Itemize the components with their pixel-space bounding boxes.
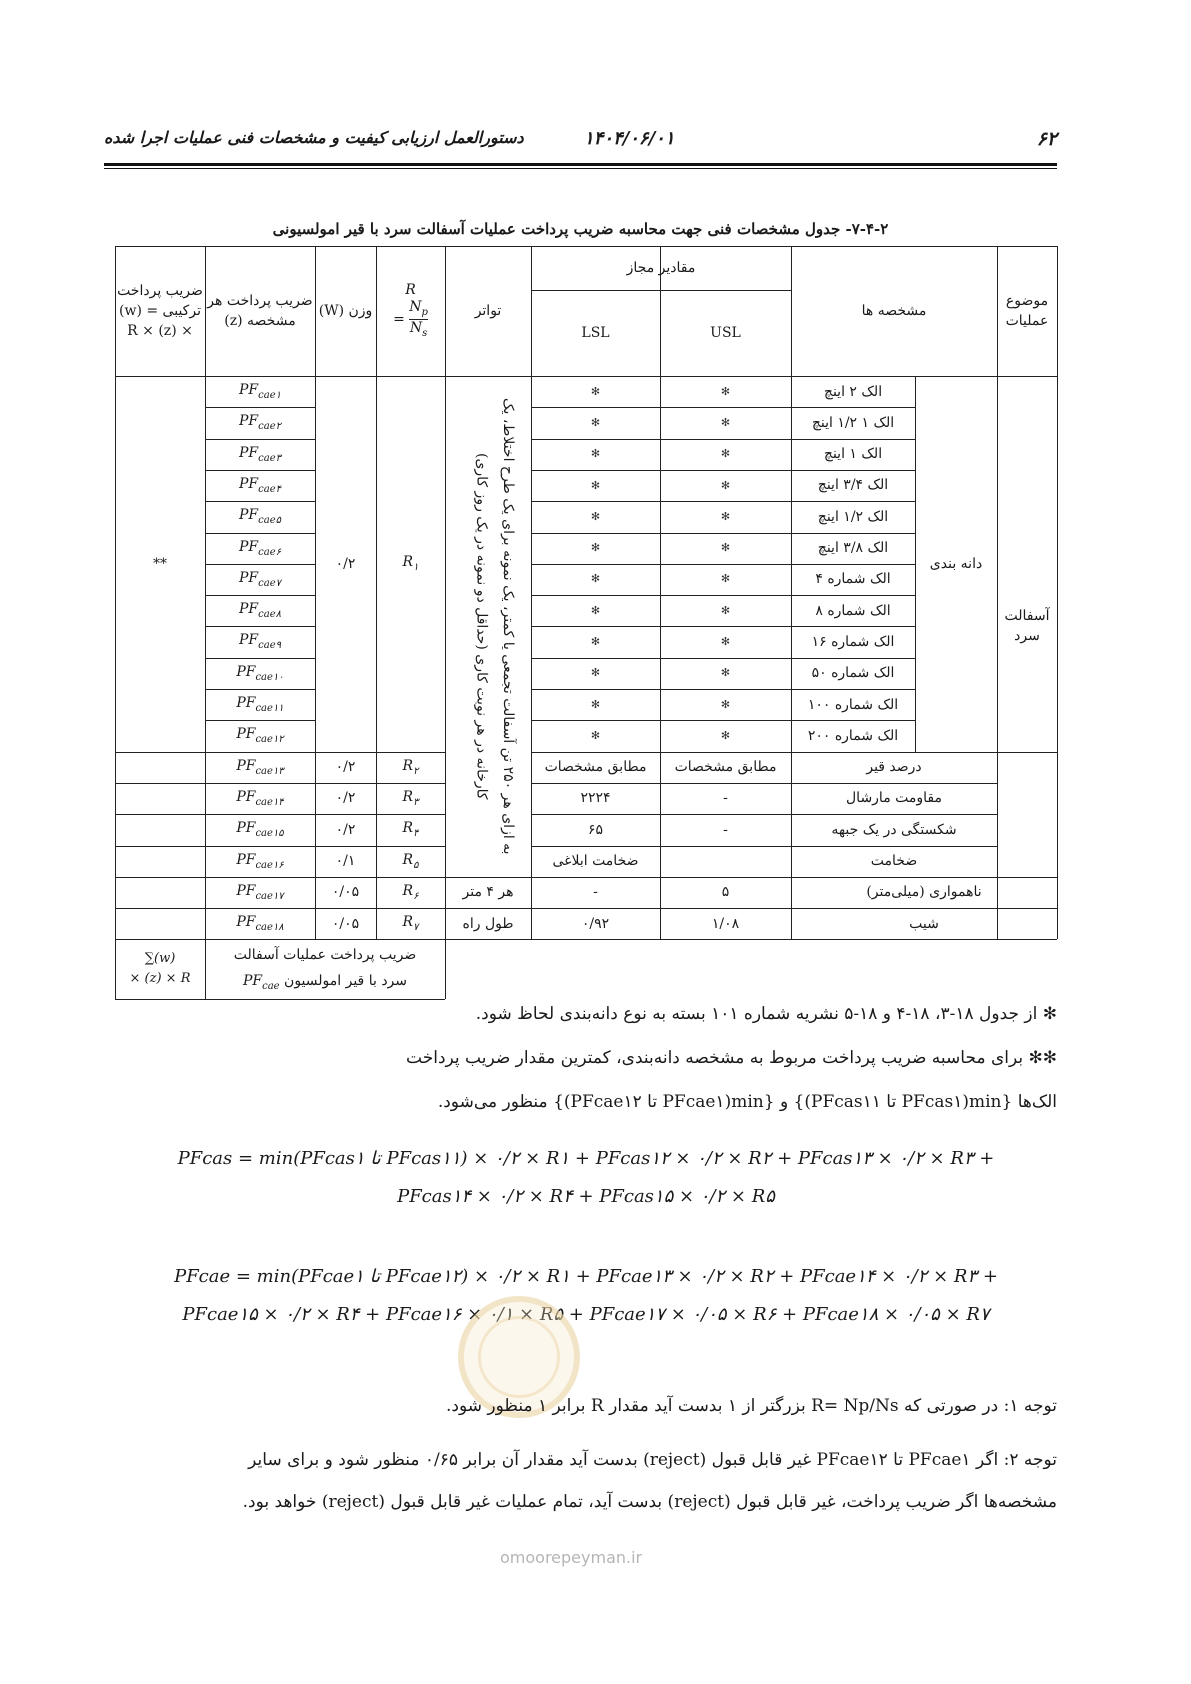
operation-name: آسفالت سرد bbox=[1004, 608, 1050, 645]
gradation-spec: الک شماره ۱۰۰ bbox=[807, 696, 899, 713]
header-allowed: مقادیر مجاز bbox=[626, 259, 696, 276]
gradation-pf: $PF_{cae۳}$ bbox=[239, 444, 281, 464]
spec-row-r: $R_۵$ bbox=[402, 851, 419, 871]
total-label-line2: سرد با قیر امولسیون bbox=[284, 972, 408, 989]
spec-row-lsl: ۰/۹۲ bbox=[581, 915, 610, 932]
gradation-spec: الک شماره ۲۰۰ bbox=[807, 727, 899, 744]
gradation-spec: الک شماره ۸ bbox=[815, 602, 891, 619]
spec-row-lsl: - bbox=[593, 884, 598, 901]
total-formula bbox=[115, 939, 205, 999]
header-frequency: تواتر bbox=[474, 302, 502, 319]
header-usl: USL bbox=[710, 324, 741, 341]
page-number: ۶۲ bbox=[1036, 128, 1057, 150]
gradation-spec: الک ۱ ۱/۲ اینچ bbox=[811, 414, 895, 431]
gradation-lsl: ✻ bbox=[590, 666, 601, 680]
gradation-lsl: ✻ bbox=[590, 635, 601, 649]
gradation-lsl: ✻ bbox=[590, 728, 601, 742]
gradation-pf: $PF_{cae۶}$ bbox=[239, 538, 281, 558]
spec-row-frequency: طول راه bbox=[462, 915, 514, 932]
gradation-usl: ✻ bbox=[720, 728, 731, 742]
gradation-usl: ✻ bbox=[720, 447, 731, 461]
gradation-lsl: ✻ bbox=[590, 541, 601, 555]
header-rule-thick bbox=[104, 163, 1057, 166]
spec-row-pf: $PF_{cae۱۵}$ bbox=[236, 820, 284, 839]
spec-table bbox=[115, 246, 1057, 996]
spec-row-weight: ۰/۲ bbox=[335, 821, 356, 838]
spec-row-r: $R_۴$ bbox=[402, 820, 419, 839]
header-operation: موضوع عملیات bbox=[1005, 292, 1049, 329]
gradation-lsl: ✻ bbox=[590, 447, 601, 461]
spec-row-usl: مطابق مشخصات bbox=[674, 759, 777, 776]
spec-row-name: ضخامت bbox=[870, 853, 918, 869]
spec-row-weight: ۰/۰۵ bbox=[331, 884, 360, 901]
spec-row-lsl: ۶۵ bbox=[587, 821, 604, 838]
gradation-lsl: ✻ bbox=[590, 603, 601, 617]
total-formula-line2: × (z) × R bbox=[129, 971, 191, 987]
gradation-spec: الک ۳/۸ اینچ bbox=[817, 540, 889, 556]
spec-row-weight: ۰/۲ bbox=[335, 790, 356, 807]
gradation-usl: ✻ bbox=[720, 478, 731, 492]
header-weight: وزن (W) bbox=[318, 302, 373, 319]
gradation-spec: الک ۱/۲ اینچ bbox=[817, 508, 889, 525]
gradation-spec: الک ۱ اینچ bbox=[823, 446, 883, 463]
spec-row-frequency: هر ۴ متر bbox=[462, 884, 514, 901]
header-lsl: LSL bbox=[581, 324, 610, 341]
gradation-spec: الک شماره ۴ bbox=[815, 571, 891, 588]
spec-row-name: شکستگی در یک جبهه bbox=[831, 821, 957, 838]
formula-cae-line2: PFcae۱۵ × ۰/۲ × R۴ + PFcae۱۶ × ۰/۱ × R۵ + PFcae۱۷ × ۰/۰۵ × R۶ + PFcae۱۸ × ۰/۰۵ × R۷ bbox=[182, 1304, 990, 1325]
spec-row-pf: $PF_{cae۱۶}$ bbox=[236, 851, 284, 871]
gradation-lsl: ✻ bbox=[590, 478, 601, 492]
note-double-star-line2: الک‌ها {min(PFcas۱ تا PFcas۱۱)} و {min(PFcae۱ تا PFcae۱۲)} منظور می‌شود. bbox=[437, 1092, 1057, 1112]
gradation-spec: الک شماره ۵۰ bbox=[811, 665, 895, 682]
spec-row-r: $R_۲$ bbox=[402, 757, 419, 777]
gradation-pf: $PF_{cae۲}$ bbox=[239, 413, 281, 433]
gradation-lsl: ✻ bbox=[590, 384, 601, 398]
note-2-line2: مشخصه‌ها اگر ضریب پرداخت، غیر قابل قبول (reject) بدست آید، تمام عملیات غیر قابل قبول (reject) خواهد بود. bbox=[242, 1492, 1057, 1512]
header-specs: مشخصه ها bbox=[861, 302, 927, 319]
watermark-site: omoorepeyman.ir bbox=[500, 1548, 643, 1567]
gradation-pf: $PF_{cae۱۰}$ bbox=[236, 663, 284, 683]
gradation-pf: $PF_{cae۸}$ bbox=[239, 601, 281, 620]
gradation-usl: ✻ bbox=[720, 697, 731, 711]
gradation-pf: $PF_{cae۹}$ bbox=[239, 632, 281, 652]
note-double-star-line1: ✻✻ برای محاسبه ضریب پرداخت مربوط به مشخصه دانه‌بندی، کمترین مقدار ضریب پرداخت bbox=[406, 1048, 1057, 1068]
spec-row-pf: $PF_{cae۱۴}$ bbox=[236, 788, 284, 808]
gradation-group-label: دانه بندی bbox=[929, 555, 983, 572]
spec-row-lsl: ضخامت ابلاغی bbox=[552, 853, 639, 869]
note-star: ✻ از جدول ۱۸-۳، ۱۸-۴ و ۱۸-۵ نشریه شماره ۱۰۱ بسته به نوع دانه‌بندی لحاظ شود. bbox=[475, 1004, 1057, 1024]
gradation-usl: ✻ bbox=[720, 603, 731, 617]
spec-row-pf: $PF_{cae۱۸}$ bbox=[236, 914, 284, 933]
gradation-spec: الک ۲ اینچ bbox=[823, 383, 883, 400]
spec-row-pf: $PF_{cae۱۷}$ bbox=[236, 882, 284, 902]
gradation-usl: ✻ bbox=[720, 509, 731, 523]
spec-row-weight: ۰/۰۵ bbox=[331, 915, 360, 932]
gradation-pf: $PF_{cae۴}$ bbox=[239, 475, 281, 495]
gradation-usl: ✻ bbox=[720, 384, 731, 398]
spec-row-r: $R_۳$ bbox=[402, 788, 419, 808]
gradation-combined: ** bbox=[153, 555, 167, 572]
table-col-rule bbox=[1057, 246, 1058, 939]
spec-row-pf: $PF_{cae۱۳}$ bbox=[236, 757, 284, 777]
gradation-pf: $PF_{cae۱}$ bbox=[239, 382, 281, 401]
spec-row-r: $R_۶$ bbox=[402, 882, 419, 902]
header-rule-thin bbox=[104, 168, 1057, 169]
gradation-pf: $PF_{cae۵}$ bbox=[239, 507, 281, 526]
page-header bbox=[104, 128, 1057, 158]
gradation-spec: الک شماره ۱۶ bbox=[811, 633, 895, 650]
gradation-usl: ✻ bbox=[720, 666, 731, 680]
gradation-pf: $PF_{cae۱۱}$ bbox=[236, 695, 284, 714]
gradation-pf: $PF_{cae۷}$ bbox=[239, 569, 281, 589]
header-ratio: R = $\frac{N_p}{N_s}$ bbox=[393, 282, 428, 339]
table-title: ۷-۴-۲- جدول مشخصات فنی جهت محاسبه ضریب پرداخت عملیات آسفالت سرد با قیر امولسیونی bbox=[272, 220, 889, 238]
gradation-spec: الک ۳/۴ اینچ bbox=[817, 477, 889, 494]
gradation-lsl: ✻ bbox=[590, 697, 601, 711]
gradation-usl: ✻ bbox=[720, 415, 731, 429]
gradation-r: $R_۱$ bbox=[402, 554, 419, 573]
gradation-usl: ✻ bbox=[720, 541, 731, 555]
gradation-lsl: ✻ bbox=[590, 509, 601, 523]
formula-cas-line2: PFcas۱۴ × ۰/۲ × R۴ + PFcas۱۵ × ۰/۲ × R۵ bbox=[397, 1186, 775, 1207]
header-title: دستورالعمل ارزیابی کیفیت و مشخصات فنی عملیات اجرا شده bbox=[104, 128, 524, 147]
total-box-bottom bbox=[115, 999, 445, 1000]
header-combined: ضریب پرداخت ترکیبی = (w) × (z) × R bbox=[117, 282, 203, 340]
gradation-usl: ✻ bbox=[720, 635, 731, 649]
spec-row-weight: ۰/۲ bbox=[335, 759, 356, 776]
spec-row-lsl: مطابق مشخصات bbox=[544, 759, 647, 776]
gradation-usl: ✻ bbox=[720, 572, 731, 586]
formula-cas-line1: PFcas = min(PFcas۱ تا PFcas۱۱) × ۰/۲ × R۱ + PFcas۱۲ × ۰/۲ × R۲ + PFcas۱۳ × ۰/۲ × R۳ + bbox=[177, 1148, 995, 1169]
spec-row-name: شیب bbox=[909, 915, 939, 932]
note-2-line1: توجه ۲: اگر PFcae۱ تا PFcae۱۲ غیر قابل قبول (reject) بدست آید مقدار آن برابر ۰/۶۵ منظور شود و برای سایر bbox=[248, 1450, 1057, 1470]
header-factor: ضریب پرداخت هر مشخصه (z) bbox=[207, 292, 313, 329]
gradation-weight: ۰/۲ bbox=[335, 555, 356, 572]
total-label-line1: ضریب پرداخت عملیات آسفالت bbox=[233, 947, 417, 964]
spec-row-name: درصد قیر bbox=[866, 759, 922, 776]
spec-row-r: $R_۷$ bbox=[402, 914, 419, 933]
gradation-pf: $PF_{cae۱۲}$ bbox=[236, 726, 284, 746]
total-box-rule bbox=[445, 939, 446, 999]
total-label: ضریب پرداخت عملیات آسفالت سرد با قیر امولسیون $PF_{cae}$ bbox=[233, 947, 417, 992]
total-formula-line1: ∑(w) bbox=[144, 950, 176, 966]
spec-row-usl: - bbox=[723, 790, 728, 807]
spec-row-usl: - bbox=[723, 821, 728, 838]
spec-row-name: ناهمواری (میلی‌متر) bbox=[866, 884, 982, 901]
spec-row-weight: ۰/۱ bbox=[335, 853, 356, 869]
header-date: ۱۴۰۴/۰۶/۰۱ bbox=[584, 128, 675, 149]
spec-row-lsl: ۲۲۲۴ bbox=[580, 790, 611, 807]
gradation-lsl: ✻ bbox=[590, 572, 601, 586]
note-1: توجه ۱: در صورتی که R= Np/Ns بزرگتر از ۱ بدست آید مقدار R برابر ۱ منظور شود. bbox=[446, 1396, 1057, 1416]
spec-row-name: مقاومت مارشال bbox=[846, 790, 942, 807]
formula-cae-line1: PFcae = min(PFcae۱ تا PFcae۱۲) × ۰/۲ × R۱ + PFcae۱۳ × ۰/۲ × R۲ + PFcae۱۴ × ۰/۲ × R۳ + bbox=[174, 1266, 998, 1287]
frequency-text: به ازای هر ۲۵۰ تن آسفالت تجمعی یا کمتر، یک نمونه برای یک طرح اختلاط، یک کارخانه در هر نوبت کاری (حداقل دو نمونه در یک روز کاری) bbox=[473, 398, 516, 855]
spec-row-usl: ۱/۰۸ bbox=[711, 915, 740, 932]
spec-row-usl: ۵ bbox=[721, 884, 730, 901]
gradation-lsl: ✻ bbox=[590, 415, 601, 429]
